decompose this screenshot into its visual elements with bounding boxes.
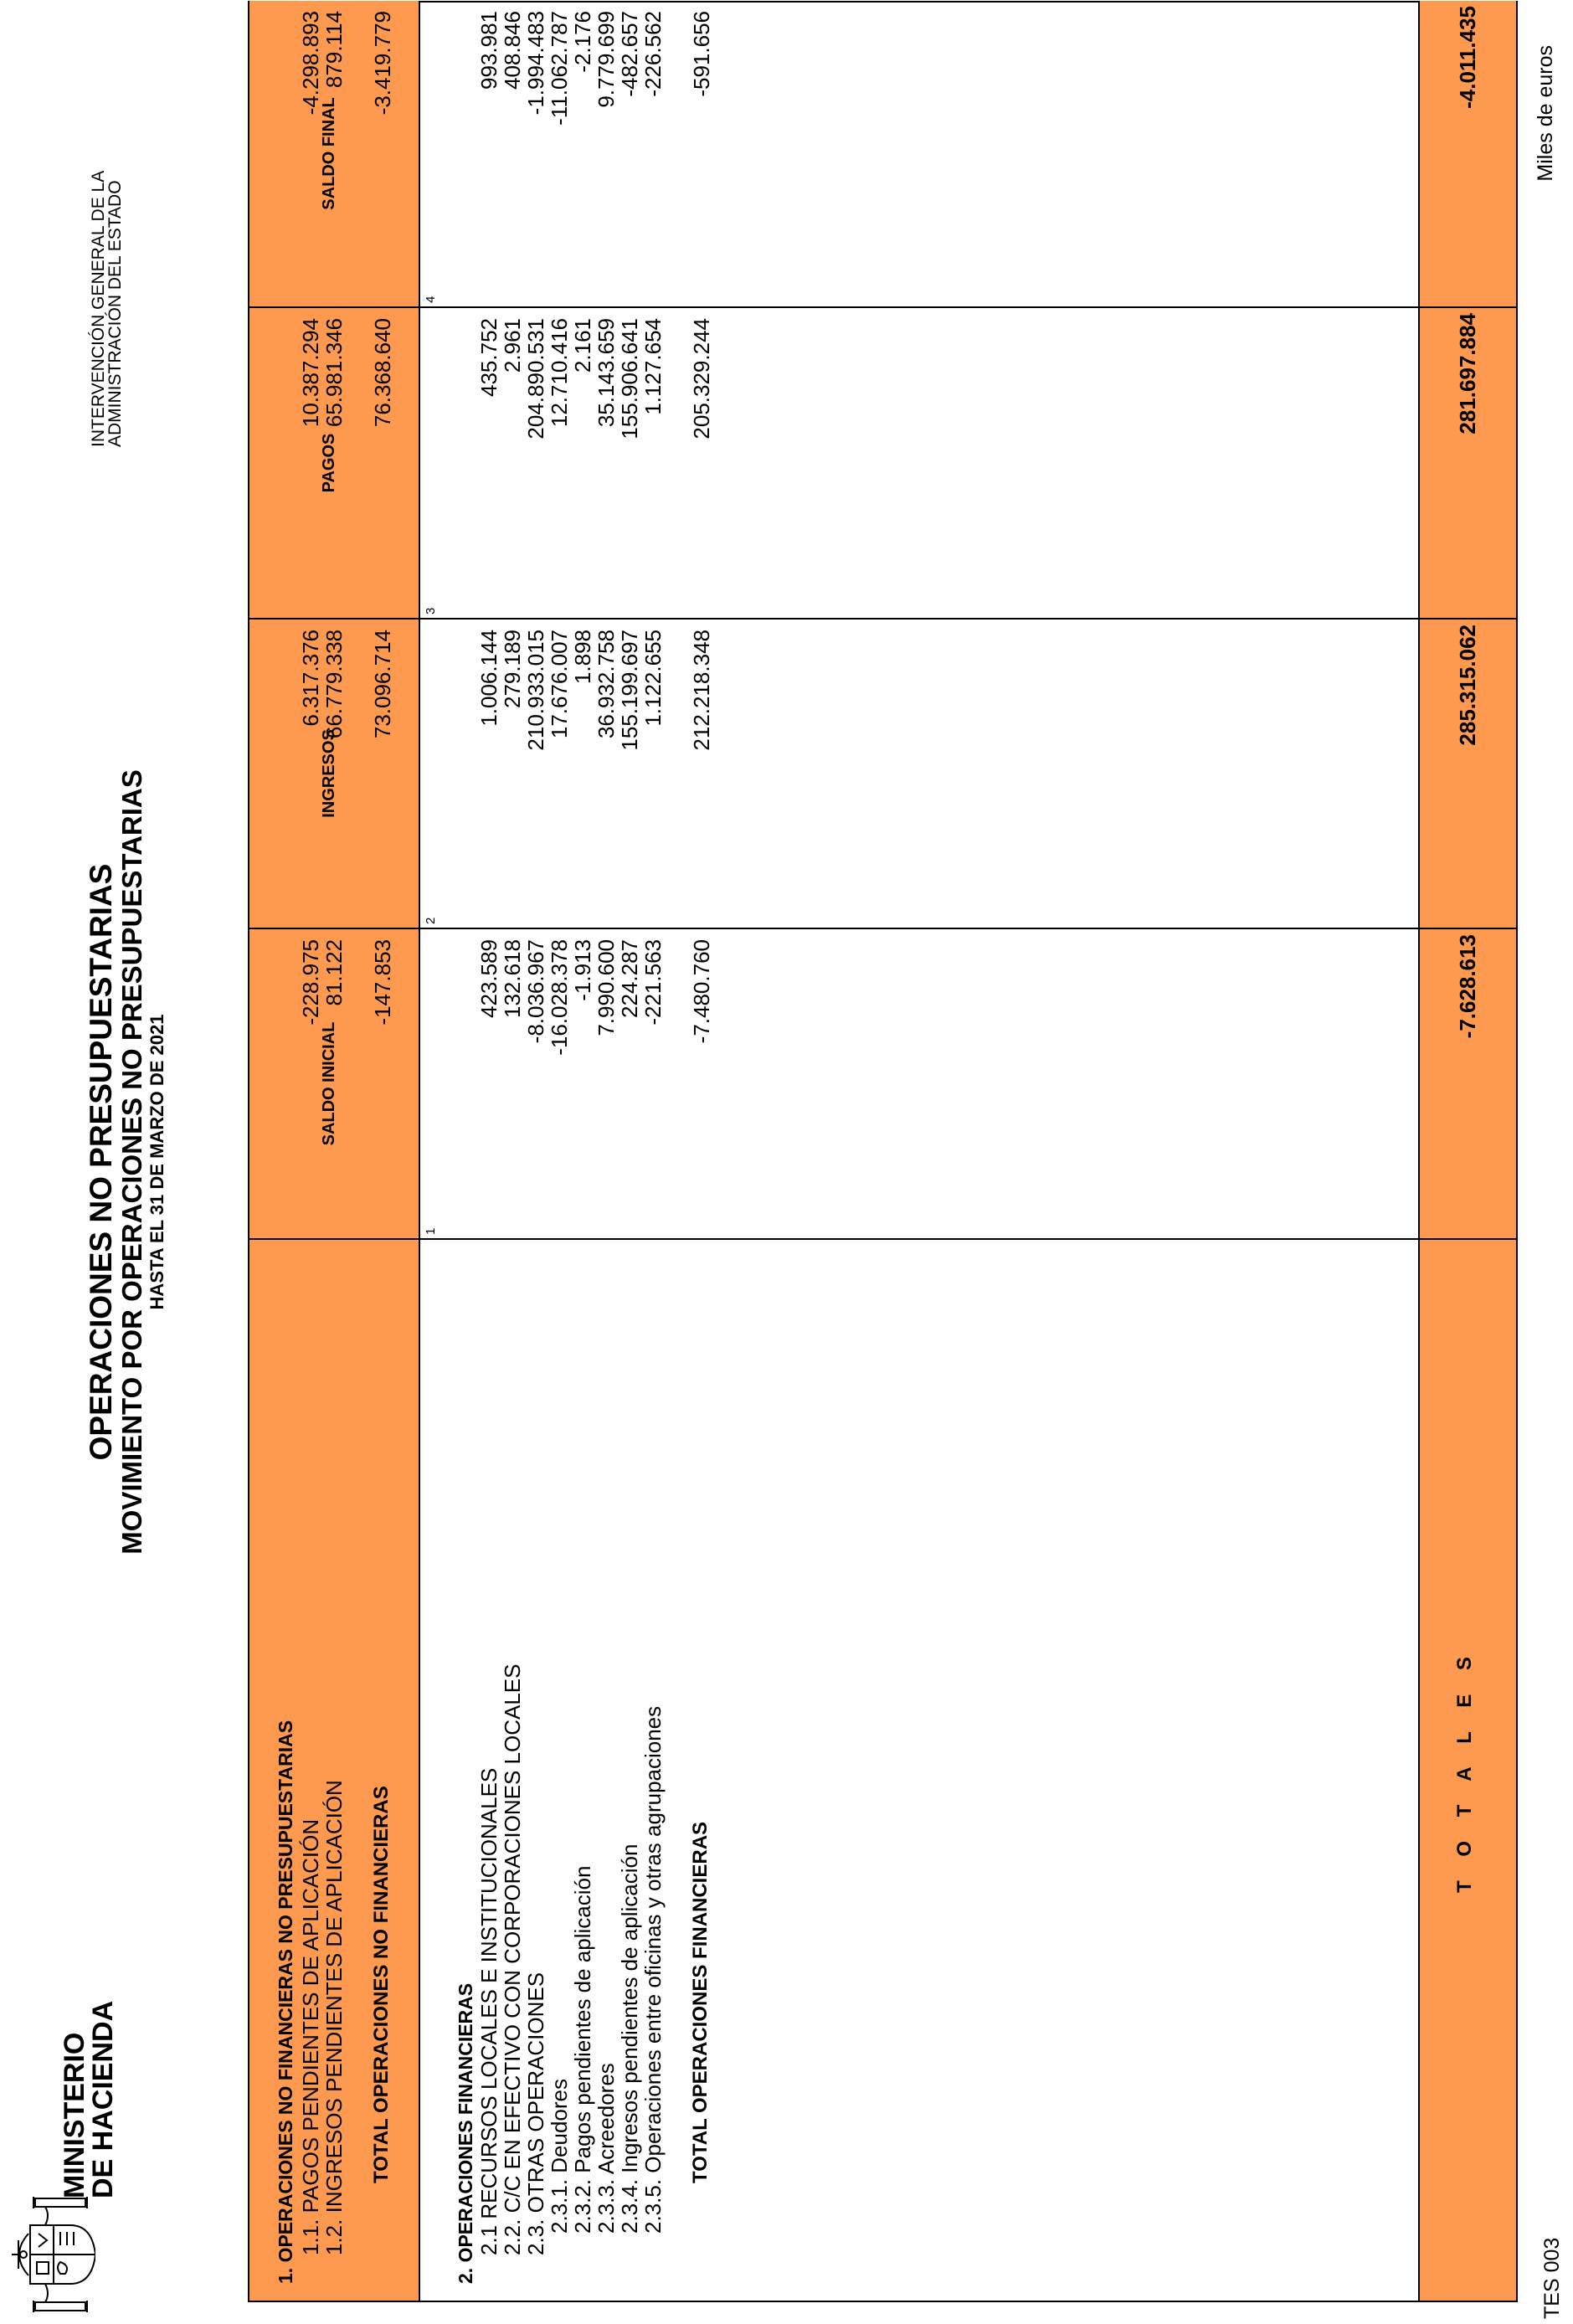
cell-value: 408.846 <box>500 11 525 90</box>
cell-value: 155.906.641 <box>617 318 642 440</box>
totals-value: 281.697.884 <box>1455 313 1480 434</box>
cell-value: 132.618 <box>500 939 525 1018</box>
row-label: TOTAL OPERACIONES NO FINANCIERAS <box>370 1786 393 2183</box>
cell-value: 212.218.348 <box>689 630 714 751</box>
cell-value: 204.890.531 <box>523 318 548 440</box>
cell-value: 7.990.600 <box>594 939 619 1036</box>
units-note: Miles de euros <box>1534 45 1557 182</box>
row-label: 2. OPERACIONES FINANCIERAS <box>455 1982 476 2284</box>
cell-value: 6.317.376 <box>298 630 323 727</box>
row-label: 1.2. INGRESOS PENDIENTES DE APLICACIÓN <box>321 1780 347 2255</box>
cell-value: 65.981.346 <box>321 318 347 428</box>
column-number: 2 <box>424 917 438 924</box>
report-title: OPERACIONES NO PRESUPUESTARIAS <box>84 863 118 1461</box>
cell-value: 10.387.294 <box>298 318 323 428</box>
cell-value: 205.329.244 <box>689 318 714 440</box>
issuing-office-line1: INTERVENCIÓN GENERAL DE LA <box>89 170 108 447</box>
operations-table <box>248 1 1518 2302</box>
cell-value: -8.036.967 <box>523 939 548 1044</box>
column-number: 1 <box>424 1227 438 1235</box>
cell-value: 35.143.659 <box>594 318 619 428</box>
coat-of-arms-icon <box>12 2192 95 2317</box>
cell-value: -221.563 <box>640 939 666 1026</box>
row-label: 2.3.4. Ingresos pendientes de aplicación <box>617 1843 642 2234</box>
cell-value: 12.710.416 <box>547 318 572 428</box>
cell-value: -482.657 <box>617 11 642 97</box>
cell-value: 2.961 <box>500 318 525 373</box>
cell-value: -11.062.787 <box>547 11 572 126</box>
cell-value: 36.932.758 <box>594 630 619 739</box>
column-number: 3 <box>424 607 438 614</box>
row-label: 1. OPERACIONES NO FINANCIERAS NO PRESUPUESTARIAS <box>275 1720 296 2284</box>
issuing-office <box>90 171 124 447</box>
cell-value: 2.161 <box>570 318 595 373</box>
totals-value: -4.011.435 <box>1455 6 1480 109</box>
column-header-label: PAGOS <box>320 433 338 493</box>
cell-value: 879.114 <box>321 11 347 89</box>
row-label: 2.1 RECURSOS LOCALES E INSTITUCIONALES <box>476 1767 501 2255</box>
cell-value: 9.779.699 <box>594 11 619 108</box>
cell-value: 435.752 <box>476 318 501 397</box>
cell-value: 279.189 <box>500 630 525 708</box>
row-label: 2.2. C/C EN EFECTIVO CON CORPORACIONES LOCALES <box>500 1663 525 2255</box>
concept-column <box>249 1238 1516 2301</box>
column-saldo-final <box>249 1 1516 306</box>
issuing-office-line2: ADMINISTRACIÓN DEL ESTADO <box>105 180 125 447</box>
cell-value: -1.913 <box>570 939 595 1001</box>
column-header-label: SALDO INICIAL <box>320 1021 338 1146</box>
cell-value: 224.287 <box>617 939 642 1018</box>
cell-value: 73.096.714 <box>370 630 395 739</box>
totals-cell <box>1418 929 1516 1238</box>
totals-cell <box>1418 620 1516 928</box>
column-saldo-inicial <box>249 928 1516 1238</box>
cell-value: -3.419.779 <box>370 11 395 116</box>
row-label: TOTAL OPERACIONES FINANCIERAS <box>689 1821 712 2183</box>
cell-value: -7.480.760 <box>689 939 714 1044</box>
ministry-line1: MINISTERIO <box>59 2032 90 2198</box>
column-ingresos <box>249 618 1516 928</box>
cell-value: -16.028.378 <box>547 939 572 1056</box>
totals-cell <box>1418 1 1516 306</box>
cell-value: 423.589 <box>476 939 501 1018</box>
column-header-label: SALDO FINAL <box>320 97 338 210</box>
row-label: 2.3.2. Pagos pendientes de aplicación <box>570 1865 595 2234</box>
cell-value: 1.898 <box>570 630 595 685</box>
column-pagos <box>249 306 1516 618</box>
ministry-line2: DE HACIENDA <box>87 2000 119 2198</box>
cell-value: 81.122 <box>321 939 347 1006</box>
cell-value: 1.122.655 <box>640 630 666 727</box>
report-period: HASTA EL 31 DE MARZO DE 2021 <box>147 1014 167 1310</box>
cell-value: -228.975 <box>298 939 323 1026</box>
cell-value: 993.981 <box>476 11 501 90</box>
cell-value: 17.676.007 <box>547 630 572 739</box>
totals-cell <box>1418 308 1516 618</box>
cell-value: 1.127.654 <box>640 318 666 415</box>
row-label: 2.3.3. Acreedores <box>594 2063 619 2234</box>
row-label: 2.3. OTRAS OPERACIONES <box>523 1972 548 2255</box>
cell-value: 155.199.697 <box>617 630 642 751</box>
row-label: 1.1. PAGOS PENDIENTES DE APLICACIÓN <box>298 1818 323 2255</box>
totals-value: -7.628.613 <box>1455 934 1480 1039</box>
report-code: TES 003 <box>1540 2237 1564 2319</box>
cell-value: 210.933.015 <box>523 630 548 751</box>
column-number: 4 <box>424 296 438 303</box>
cell-value: -147.853 <box>370 939 395 1026</box>
cell-value: -2.176 <box>570 11 595 73</box>
cell-value: 76.368.640 <box>370 318 395 428</box>
totals-label-cell <box>1418 1240 1516 2301</box>
cell-value: 66.779.338 <box>321 630 347 739</box>
cell-value: 1.006.144 <box>476 630 501 727</box>
cell-value: -1.994.483 <box>523 11 548 116</box>
cell-value: -226.562 <box>640 11 666 97</box>
row-label: 2.3.1. Deudores <box>547 2078 572 2234</box>
row-label: 2.3.5. Operaciones entre oficinas y otras agrupaciones <box>640 1705 666 2234</box>
totals-label: T O T A L E S <box>1453 1648 1476 1893</box>
column-header-label: INGRESOS <box>320 729 338 818</box>
totals-value: 285.315.062 <box>1455 625 1480 746</box>
cell-value: -4.298.893 <box>298 11 323 116</box>
report-subtitle: MOVIMIENTO POR OPERACIONES NO PRESUPUESTARIAS <box>116 769 147 1555</box>
cell-value: -591.656 <box>689 11 714 97</box>
